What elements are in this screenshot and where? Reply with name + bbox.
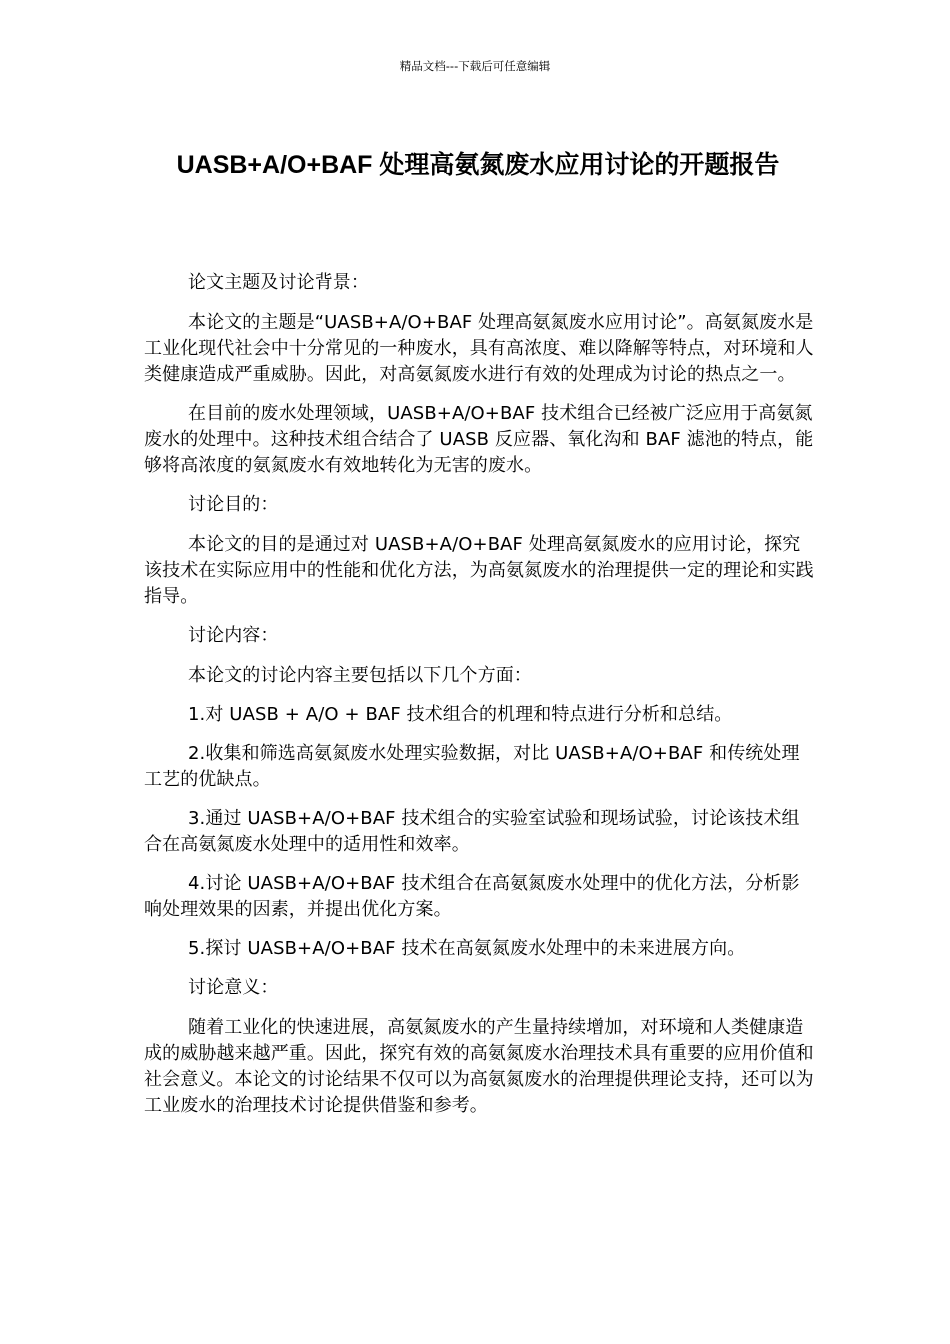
page-header-note: 精品文档---下载后可任意编辑 [399,59,551,73]
content-item-1: 1.对 UASB + A/O + BAF 技术组合的机理和特点进行分析和总结。 [188,704,733,725]
content-item-5: 5.探讨 UASB+A/O+BAF 技术在高氨氮废水处理中的未来进展方向。 [188,938,746,959]
significance-heading: 讨论意义： [188,977,279,998]
purpose-paragraph: 本论文的目的是通过对 UASB+A/O+BAF 处理高氨氮废水的应用讨论，探究该技术在实际应用中的性能和优化方法，为高氨氮废水的治理提供一定的理论和实践指导。 [144,534,814,607]
content-item-4: 4.讨论 UASB+A/O+BAF 技术组合在高氨氮废水处理中的优化方法，分析影响处理效果的因素，并提出优化方案。 [144,873,800,920]
document-title: UASB+A/O+BAF 处理高氨氮废水应用讨论的开题报告 [176,151,780,179]
background-paragraph-2: 在目前的废水处理领域，UASB+A/O+BAF 技术组合已经被广泛应用于高氨氮废水的处理中。这种技术组合结合了 UASB 反应器、氧化沟和 BAF 滤池的特点，能够将高浓度的氨氮废水有效地转化为无害的废水。 [144,403,814,476]
content-item-2: 2.收集和筛选高氨氮废水处理实验数据，对比 UASB+A/O+BAF 和传统处理工艺的优缺点。 [144,743,800,790]
background-paragraph-1: 本论文的主题是“UASB+A/O+BAF 处理高氨氮废水应用讨论”。高氨氮废水是工业化现代社会中十分常见的一种废水，具有高浓度、难以降解等特点，对环境和人类健康造成严重威胁。因此，对高氨氮废水进行有效的处理成为讨论的热点之一。 [144,312,814,385]
background-heading: 论文主题及讨论背景： [188,272,369,293]
significance-paragraph: 随着工业化的快速进展，高氨氮废水的产生量持续增加，对环境和人类健康造成的威胁越来越严重。因此，探究有效的高氨氮废水治理技术具有重要的应用价值和社会意义。本论文的讨论结果不仅可以为高氨氮废水的治理提供理论支持，还可以为工业废水的治理技术讨论提供借鉴和参考。 [144,1017,814,1116]
content-heading: 讨论内容： [188,625,279,646]
content-intro: 本论文的讨论内容主要包括以下几个方面： [188,665,532,686]
document-body [144,270,814,1132]
content-item-3: 3.通过 UASB+A/O+BAF 技术组合的实验室试验和现场试验，讨论该技术组合在高氨氮废水处理中的适用性和效率。 [144,808,800,855]
purpose-heading: 讨论目的： [188,494,279,515]
